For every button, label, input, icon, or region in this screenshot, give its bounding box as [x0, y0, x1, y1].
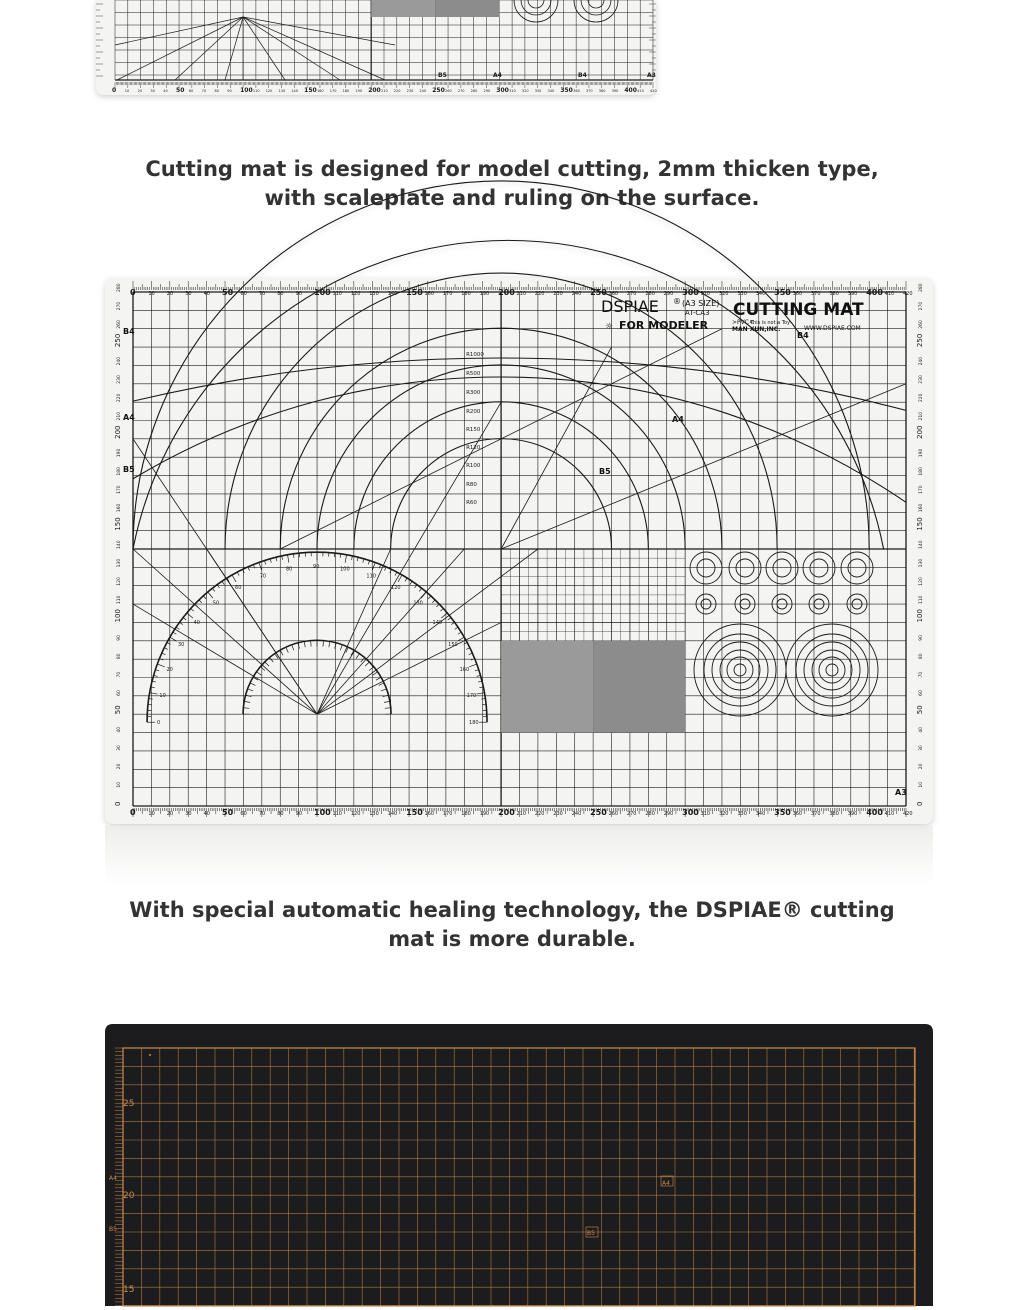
paper-mark-b4-left: B4 — [123, 327, 135, 336]
scale-label-top: 290 — [664, 291, 674, 297]
scale-label-top: 420 — [903, 291, 913, 297]
scale-label-bottom: 170 — [443, 811, 453, 817]
side-scale-label: 130 — [116, 559, 122, 568]
top-scale-label: 370 — [586, 89, 593, 93]
side-scale-label: 200 — [114, 425, 122, 438]
scale-label-bottom: 410 — [885, 811, 895, 817]
scale-label-bottom: 150 — [406, 808, 423, 817]
side-scale-label: 230 — [918, 375, 924, 384]
paper-mark-b5-side: B5 — [109, 1226, 117, 1233]
top-scale-label: 320 — [522, 89, 529, 93]
side-scale-label: 120 — [116, 577, 122, 586]
side-scale-label: 60 — [116, 690, 122, 696]
side-scale-label: 140 — [116, 540, 122, 549]
paper-mark-a4-left: A4 — [123, 413, 135, 422]
side-scale-label: 70 — [918, 672, 924, 678]
protractor-label: 10 — [159, 693, 165, 699]
scale-label-bottom: 50 — [222, 808, 234, 817]
sun-icon: ☼ — [605, 322, 613, 332]
side-scale-label: 50 — [916, 705, 924, 714]
scale-label-bottom: 230 — [553, 811, 563, 817]
scale-label-top: 320 — [719, 291, 729, 297]
scale-label-bottom: 200 — [498, 808, 515, 817]
mat-reflection — [105, 826, 933, 886]
top-scale-label: 420 — [650, 89, 657, 93]
radius-label: R120 — [466, 445, 481, 451]
top-paper-mark: B4 — [578, 72, 587, 79]
top-scale-label: 50 — [176, 87, 184, 94]
top-scale-label: 310 — [509, 89, 516, 93]
scale-label-top: 360 — [793, 291, 803, 297]
side-scale-label: 20 — [116, 763, 122, 769]
side-scale-label: 110 — [116, 595, 122, 604]
top-scale-label: 280 — [471, 89, 478, 93]
scale-label-top: 250 — [590, 288, 607, 297]
top-scale-label: 250 — [432, 87, 445, 94]
scale-label-top: 350 — [774, 288, 791, 297]
side-scale-label: 30 — [918, 745, 924, 751]
scale-label-top: 100 — [314, 288, 331, 297]
top-scale-label: 300 — [496, 87, 509, 94]
top-scale-label: 100 — [240, 87, 253, 94]
side-scale-label: 90 — [116, 635, 122, 641]
black-cutting-mat — [105, 1024, 933, 1306]
scale-label-bottom: 290 — [664, 811, 674, 817]
scale-label-bottom: 330 — [737, 811, 747, 817]
protractor-label: 0 — [157, 720, 160, 726]
paper-mark-a3: A3 — [895, 788, 907, 797]
scale-label-bottom: 90 — [296, 811, 302, 817]
radius-label: R60 — [466, 500, 477, 506]
paper-mark-a4-side: A4 — [109, 1175, 117, 1182]
protractor-label: 150 — [448, 642, 458, 648]
top-scale-label: 400 — [624, 87, 637, 94]
scale-label-top: 260 — [609, 291, 619, 297]
scale-label-top: 220 — [535, 291, 545, 297]
scale-label-bottom: 40 — [204, 811, 210, 817]
side-scale-label: 280 — [116, 283, 122, 292]
scale-label-bottom: 210 — [517, 811, 527, 817]
top-scale-label: 380 — [599, 89, 606, 93]
scale-label-top: 80 — [277, 291, 283, 297]
side-scale-label: 210 — [918, 412, 924, 421]
scale-label-bottom: 120 — [351, 811, 361, 817]
side-scale-label: 80 — [116, 653, 122, 659]
caption-first: Cutting mat is designed for model cutting, 2mm thicken type, with scaleplate and ruling on the surface. — [0, 155, 1024, 213]
side-scale-label: 160 — [116, 504, 122, 513]
top-scale-label: 30 — [150, 89, 154, 93]
top-scale-label: 170 — [330, 89, 337, 93]
scale-label-bottom: 310 — [701, 811, 711, 817]
top-scale-label: 70 — [202, 89, 206, 93]
scale-label-bottom: 0 — [130, 808, 136, 817]
scale-label-top: 300 — [682, 288, 699, 297]
material-note: >PVC< — [732, 319, 754, 326]
top-scale-label: 210 — [381, 89, 388, 93]
side-scale-label: 220 — [116, 393, 122, 402]
side-scale-label: 260 — [116, 320, 122, 329]
scale-label-top: 330 — [737, 291, 747, 297]
top-scale-label: 330 — [535, 89, 542, 93]
paper-mark-a4-mid: A4 — [672, 415, 684, 424]
side-scale-label: 250 — [114, 334, 122, 347]
scale-label-bottom: 160 — [424, 811, 434, 817]
fine-grid-blocks — [501, 549, 685, 733]
radius-label: R300 — [466, 390, 481, 396]
scale-label-top: 140 — [388, 291, 398, 297]
scale-label-bottom: 340 — [756, 811, 766, 817]
side-label-20: 20 — [123, 1191, 135, 1201]
top-scale-label: 350 — [560, 87, 573, 94]
top-scale-label: 80 — [214, 89, 218, 93]
scale-label-top: 280 — [645, 291, 655, 297]
top-scale-label: 240 — [419, 89, 426, 93]
scale-label-bottom: 380 — [829, 811, 839, 817]
protractor-label: 180 — [469, 720, 479, 726]
side-scale-label: 190 — [918, 448, 924, 457]
radius-label: R100 — [466, 463, 481, 469]
reg-mark: ® — [673, 297, 681, 306]
scale-label-bottom: 20 — [167, 811, 173, 817]
top-scale-label: 20 — [138, 89, 142, 93]
top-scale-label: 270 — [458, 89, 465, 93]
white-mat-illustration — [105, 278, 933, 824]
top-scale-label: 140 — [291, 89, 298, 93]
top-scale-label: 120 — [266, 89, 273, 93]
scale-label-top: 90 — [296, 291, 302, 297]
scale-label-bottom: 320 — [719, 811, 729, 817]
top-scale-label: 260 — [445, 89, 452, 93]
side-scale-label: 30 — [116, 745, 122, 751]
top-scale-label: 390 — [612, 89, 619, 93]
side-scale-label: 50 — [114, 705, 122, 714]
side-scale-label: 100 — [916, 609, 924, 622]
side-scale-label: 130 — [918, 559, 924, 568]
side-scale-label: 140 — [918, 540, 924, 549]
scale-label-top: 370 — [811, 291, 821, 297]
side-scale-label: 70 — [116, 672, 122, 678]
side-scale-label: 270 — [918, 302, 924, 311]
scale-label-bottom: 180 — [461, 811, 471, 817]
side-scale-label: 250 — [916, 334, 924, 347]
scale-label-top: 390 — [848, 291, 858, 297]
scale-label-bottom: 110 — [332, 811, 342, 817]
top-scale-label: 110 — [253, 89, 260, 93]
scale-label-top: 410 — [885, 291, 895, 297]
protractor-label: 140 — [433, 620, 443, 626]
side-scale-label: 100 — [114, 609, 122, 622]
radius-label: R500 — [466, 371, 481, 377]
side-scale-label: 150 — [114, 517, 122, 530]
side-scale-label: 180 — [116, 467, 122, 476]
scale-label-top: 130 — [369, 291, 379, 297]
scale-label-top: 20 — [167, 291, 173, 297]
top-paper-mark: A3 — [647, 72, 656, 79]
scale-label-bottom: 420 — [903, 811, 913, 817]
top-scale-label: 130 — [279, 89, 286, 93]
paper-mark-b5-inner: B5 — [587, 1230, 595, 1237]
side-scale-label: 210 — [116, 412, 122, 421]
top-scale-label: 40 — [163, 89, 167, 93]
radius-label: R200 — [466, 409, 481, 415]
scale-label-bottom: 60 — [240, 811, 246, 817]
website: WWW.DSPIAE.COM — [804, 325, 861, 332]
protractor-label: 80 — [286, 567, 292, 573]
top-mat-illustration — [96, 0, 656, 95]
side-scale-label: 0 — [114, 802, 122, 806]
scale-label-bottom: 190 — [480, 811, 490, 817]
top-scale-label: 220 — [394, 89, 401, 93]
fine-block-half-mm — [593, 641, 685, 733]
scale-label-top: 60 — [240, 291, 246, 297]
protractor-label: 70 — [260, 574, 266, 580]
side-scale-label: 0 — [916, 802, 924, 806]
side-scale-label: 110 — [918, 595, 924, 604]
fine-block-1mm — [501, 641, 593, 733]
scale-label-bottom: 130 — [369, 811, 379, 817]
scale-label-bottom: 30 — [185, 811, 191, 817]
side-scale-label: 10 — [116, 782, 122, 788]
protractor-label: 20 — [166, 667, 172, 673]
side-scale-label: 150 — [916, 517, 924, 530]
side-scale-label: 180 — [918, 467, 924, 476]
top-scale-label: 290 — [483, 89, 490, 93]
white-mat-surface — [105, 278, 933, 824]
side-scale-label: 90 — [918, 635, 924, 641]
radius-label: R80 — [466, 482, 477, 488]
top-scale-label: 60 — [189, 89, 193, 93]
side-scale-label: 80 — [918, 653, 924, 659]
scale-label-top: 230 — [553, 291, 563, 297]
protractor-label: 90 — [313, 564, 319, 570]
side-scale-label: 230 — [116, 375, 122, 384]
side-label-25: 25 — [123, 1099, 134, 1109]
side-scale-label: 270 — [116, 302, 122, 311]
scale-label-top: 170 — [443, 291, 453, 297]
scale-label-top: 270 — [627, 291, 637, 297]
scale-label-bottom: 140 — [388, 811, 398, 817]
scale-label-top: 210 — [517, 291, 527, 297]
protractor-label: 170 — [467, 693, 477, 699]
scale-label-top: 180 — [461, 291, 471, 297]
scale-label-top: 30 — [185, 291, 191, 297]
scale-label-top: 200 — [498, 288, 515, 297]
maker-name: MAN XUN,INC. — [732, 326, 780, 333]
side-scale-label: 280 — [918, 283, 924, 292]
side-scale-label: 170 — [918, 485, 924, 494]
scale-label-top: 310 — [701, 291, 711, 297]
side-scale-label: 260 — [918, 320, 924, 329]
scale-label-top: 160 — [424, 291, 434, 297]
scale-label-top: 190 — [480, 291, 490, 297]
top-scale-label: 150 — [304, 87, 317, 94]
side-scale-label: 220 — [918, 393, 924, 402]
scale-label-top: 40 — [204, 291, 210, 297]
radius-label: R150 — [466, 427, 481, 433]
top-paper-mark: A4 — [493, 72, 502, 79]
top-scale-label: 200 — [368, 87, 381, 94]
scale-label-bottom: 390 — [848, 811, 858, 817]
protractor-label: 100 — [340, 567, 350, 573]
protractor-label: 160 — [460, 667, 470, 673]
scale-label-bottom: 250 — [590, 808, 607, 817]
protractor-label: 50 — [213, 601, 219, 607]
scale-label-top: 0 — [130, 288, 136, 297]
top-scale-label: 160 — [317, 89, 324, 93]
paper-mark-b5-left: B5 — [123, 465, 135, 474]
side-scale-label: 10 — [918, 782, 924, 788]
top-scale-label: 410 — [637, 89, 644, 93]
scale-label-top: 50 — [222, 288, 234, 297]
size-label: (A3 SIZE) — [682, 299, 719, 308]
paper-mark-a4-inner: A4 — [662, 1180, 670, 1187]
white-cutting-mat — [105, 278, 933, 824]
mat-subtitle: FOR MODELER — [619, 319, 709, 332]
radius-label: R1000 — [466, 352, 484, 358]
top-scale-label: 180 — [343, 89, 350, 93]
top-scale-label: 230 — [407, 89, 414, 93]
side-scale-label: 160 — [918, 504, 924, 513]
scale-label-top: 150 — [406, 288, 423, 297]
scale-label-bottom: 80 — [277, 811, 283, 817]
protractor-label: 110 — [366, 574, 376, 580]
protractor-label: 40 — [194, 620, 200, 626]
scale-label-top: 340 — [756, 291, 766, 297]
scale-label-bottom: 10 — [148, 811, 154, 817]
protractor-label: 30 — [178, 642, 184, 648]
scale-label-bottom: 370 — [811, 811, 821, 817]
scale-label-bottom: 220 — [535, 811, 545, 817]
top-fine-block — [435, 0, 499, 17]
toy-note: This is not a Toy — [749, 320, 790, 326]
scale-label-bottom: 400 — [866, 808, 883, 817]
scale-label-bottom: 240 — [572, 811, 582, 817]
side-scale-label: 240 — [116, 357, 122, 366]
side-scale-label: 40 — [116, 727, 122, 733]
scale-label-top: 110 — [332, 291, 342, 297]
side-scale-label: 240 — [918, 357, 924, 366]
top-scale-label: 90 — [227, 89, 231, 93]
corner-dot — [149, 1054, 151, 1056]
protractor-label: 120 — [391, 585, 401, 591]
scale-label-top: 400 — [866, 288, 883, 297]
protractor-label: 60 — [235, 585, 241, 591]
scale-label-top: 380 — [829, 291, 839, 297]
top-paper-mark: B5 — [438, 72, 447, 79]
side-scale-label: 170 — [116, 485, 122, 494]
mat-title: CUTTING MAT — [733, 300, 864, 320]
scale-label-top: 120 — [351, 291, 361, 297]
scale-label-bottom: 280 — [645, 811, 655, 817]
scale-label-top: 240 — [572, 291, 582, 297]
top-mat-fragment — [96, 0, 656, 95]
top-scale-label: 340 — [548, 89, 555, 93]
side-scale-label: 120 — [918, 577, 924, 586]
mat-header — [601, 297, 864, 333]
black-mat-illustration — [105, 1024, 933, 1306]
top-scale-label: 0 — [112, 87, 116, 94]
scale-label-bottom: 100 — [314, 808, 331, 817]
side-scale-label: 200 — [916, 425, 924, 438]
side-scale-label: 60 — [918, 690, 924, 696]
scale-label-top: 70 — [259, 291, 265, 297]
scale-label-bottom: 270 — [627, 811, 637, 817]
top-scale-label: 10 — [125, 89, 129, 93]
scale-label-bottom: 360 — [793, 811, 803, 817]
top-scale-label: 360 — [573, 89, 580, 93]
scale-label-top: 10 — [148, 291, 154, 297]
caption-second: With special automatic healing technology, the DSPIAE® cutting mat is more durable. — [0, 896, 1024, 954]
brand-name: DSPIAE — [601, 297, 659, 316]
top-fine-block — [371, 0, 435, 17]
scale-label-bottom: 70 — [259, 811, 265, 817]
protractor-label: 130 — [413, 601, 423, 607]
top-scale-label: 190 — [355, 89, 362, 93]
scale-label-bottom: 350 — [774, 808, 791, 817]
scale-label-bottom: 260 — [609, 811, 619, 817]
paper-mark-b4-top: B4 — [797, 331, 809, 340]
side-scale-label: 40 — [918, 727, 924, 733]
paper-mark-b5-mid: B5 — [599, 467, 611, 476]
side-scale-label: 20 — [918, 763, 924, 769]
model-code: AT-CA3 — [685, 309, 710, 317]
scale-label-bottom: 300 — [682, 808, 699, 817]
side-scale-label: 190 — [116, 448, 122, 457]
side-label-15: 15 — [123, 1285, 134, 1295]
